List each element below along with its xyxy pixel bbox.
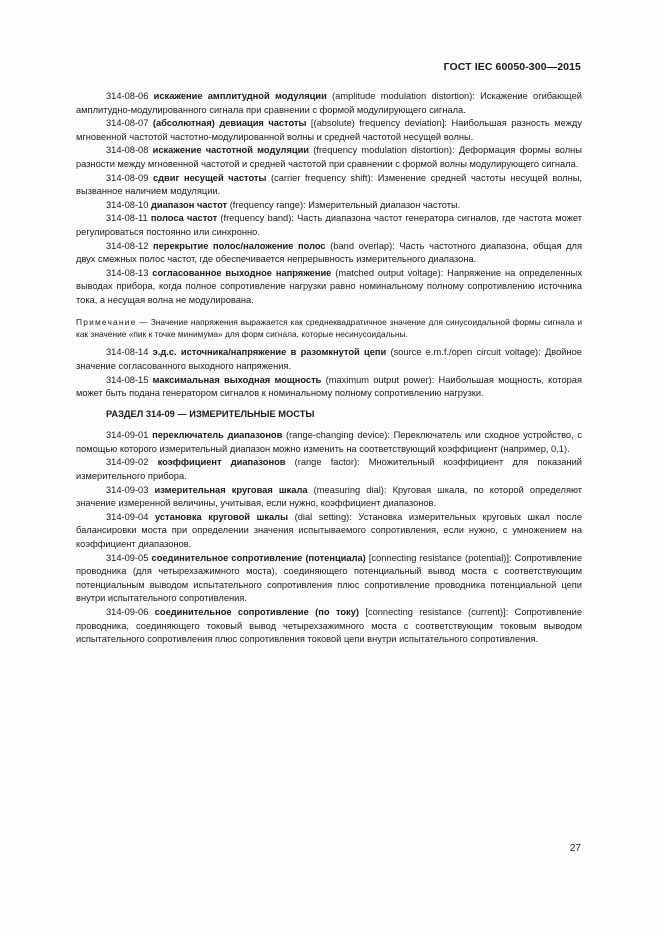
term-entry: [76, 552, 582, 606]
term-name: сдвиг несущей частоты: [152, 172, 267, 183]
term-entry: [76, 511, 582, 552]
term-name: искажение амплитудной модуляции: [153, 91, 327, 101]
term-code: 314-09-03: [106, 484, 149, 495]
term-name: измерительная круговая шкала: [154, 484, 308, 495]
term-definition: (band overlap): Часть частотного диапазона, общая для двух смежных полос частот, где обеспечивается непрерывность измерительного диапазона.: [76, 240, 582, 265]
term-code: 314-08-12: [106, 240, 149, 251]
term-name: согласованное выходное напряжение: [152, 267, 332, 278]
term-entry: [76, 199, 582, 213]
term-entry: [76, 456, 582, 483]
term-definition: (frequency range): Измерительный диапазон частоты.: [227, 199, 461, 210]
term-definition: (carrier frequency shift): Изменение средней частоты несущей волны, вызванное наличием модуляции.: [76, 172, 582, 197]
term-entry: [76, 172, 582, 199]
note-text: — Значение напряжения выражается как среднеквадратичное значение для синусоидальной формы сигнала и как значение «пик к точке минимума» для форм сигнала, которые несинусоидальны.: [76, 316, 582, 339]
term-code: 314-09-04: [106, 511, 149, 522]
term-code: 314-09-01: [106, 430, 149, 441]
term-definition: (measuring dial): Круговая шкала, по которой определяют значение измеренной величины, учитывая, если нужно, коэффициент диапазонов.: [76, 484, 583, 509]
term-code: 314-08-09: [106, 172, 149, 183]
term-definition: (range-changing device): Переключатель или сходное устройство, с помощью которого измерительный диапазон можно изменить на соответствующий коэффициент (например, 0,1).: [76, 430, 582, 454]
term-name: максимальная выходная мощность: [152, 374, 322, 385]
term-definition: (frequency band): Часть диапазона частот генератора сигналов, где частота может регулироваться постоянно или синхронно.: [76, 213, 582, 237]
term-code: 314-08-06: [106, 91, 149, 101]
term-code: 314-09-02: [106, 457, 149, 468]
term-definition: (frequency modulation distortion): Деформация формы волны разности между мгновенной частотой и средней частотой при сравнении с формой волны модулирующего сигнала.: [76, 145, 582, 169]
term-list-314-08-part2: [76, 346, 582, 400]
term-name: (абсолютная) девиация частоты: [152, 118, 307, 129]
term-definition: [connecting resistance (potential)]: Сопротивление проводника (для четырехзажимного моста), соединяющего потенциальный вывод моста с соответствующим потенциальным выводом испытательного сопротивления плюс сопротивление проводника потенциальной цепи внутри испытательного сопротивления.: [76, 552, 583, 604]
term-code: 314-08-08: [106, 145, 149, 156]
term-entry: [76, 267, 582, 308]
term-name: полоса частот: [150, 213, 218, 224]
term-name: искажение частотной модуляции: [152, 145, 310, 156]
term-code: 314-08-15: [106, 374, 149, 385]
term-code: 314-09-05: [106, 552, 149, 563]
term-definition: (amplitude modulation distortion): Искажение огибающей амплитудно-модулированного сигнала при сравнении с формой модулирующего сигнала.: [76, 91, 582, 115]
term-entry: [76, 212, 582, 239]
term-name: э.д.с. источника/напряжение в разомкнутой цепи: [152, 347, 387, 358]
term-definition: (matched output voltage): Напряжение на определенных выводах прибора, когда полное сопротивление нагрузки равно номинальному полному сопротивлению источника тока, а несущая волна не модулирована.: [76, 267, 582, 305]
term-list-314-09: [76, 429, 582, 647]
page-number: 27: [569, 843, 581, 854]
term-entry: [76, 606, 582, 647]
document-body: [76, 90, 582, 647]
term-code: 314-08-10: [106, 199, 149, 210]
term-code: 314-09-06: [106, 607, 149, 617]
term-name: соединительное сопротивление (по току): [154, 607, 359, 617]
term-code: 314-08-07: [106, 118, 149, 129]
note: [76, 316, 582, 341]
term-name: коэффициент диапазонов: [157, 457, 286, 468]
term-name: соединительное сопротивление (потенциала): [151, 552, 366, 563]
section-title: РАЗДЕЛ 314-09 — ИЗМЕРИТЕЛЬНЫЕ МОСТЫ: [106, 408, 315, 419]
term-entry: [76, 346, 582, 373]
term-entry: [76, 144, 582, 171]
term-entry: [76, 374, 582, 401]
term-name: переключатель диапазонов: [152, 430, 283, 441]
term-code: 314-08-11: [106, 213, 148, 224]
term-definition: (source e.m.f./open circuit voltage): Двойное значение согласованного выходного напряжения.: [76, 347, 582, 371]
note-label: Примечание: [76, 316, 137, 327]
term-entry: [76, 90, 582, 117]
term-definition: (range factor): Множительный коэффициент для показаний измерительного прибора.: [76, 457, 582, 482]
term-name: перекрытие полос/наложение полос: [153, 240, 326, 251]
term-definition: [connecting resistance (current)]: Сопротивление проводника, соединяющего токовый вывод четырехзажимного моста с соответствующим токовым выводом испытательного сопротивления плюс сопротивления токовой цепи внутри испытательного сопротивления.: [76, 607, 582, 645]
term-entry: [76, 240, 582, 267]
term-definition: [(absolute) frequency deviation]: Наибольшая разность между мгновенной частотой частотно-модулированной волны и средней частотой несущей волны.: [76, 118, 582, 142]
term-code: 314-08-14: [106, 347, 149, 358]
term-code: 314-08-13: [106, 267, 149, 278]
term-entry: [76, 117, 582, 144]
term-name: установка круговой шкалы: [154, 511, 289, 522]
term-entry: [76, 484, 582, 511]
term-definition: (maximum output power): Наибольшая мощность, которая может быть подана генератором сигналов к номинальному полному сопротивлению нагрузки.: [76, 374, 583, 399]
term-list-314-08-part1: [76, 90, 582, 308]
term-entry: [76, 429, 582, 456]
term-definition: (dial setting): Установка измерительных круговых шкал после балансировки моста при определении значения испытываемого сопротивления, если нужно, с умножением на коэффициент диапазонов.: [76, 511, 582, 550]
term-name: диапазон частот: [150, 199, 228, 210]
standard-header: ГОСТ IEC 60050-300—2015: [443, 61, 581, 73]
